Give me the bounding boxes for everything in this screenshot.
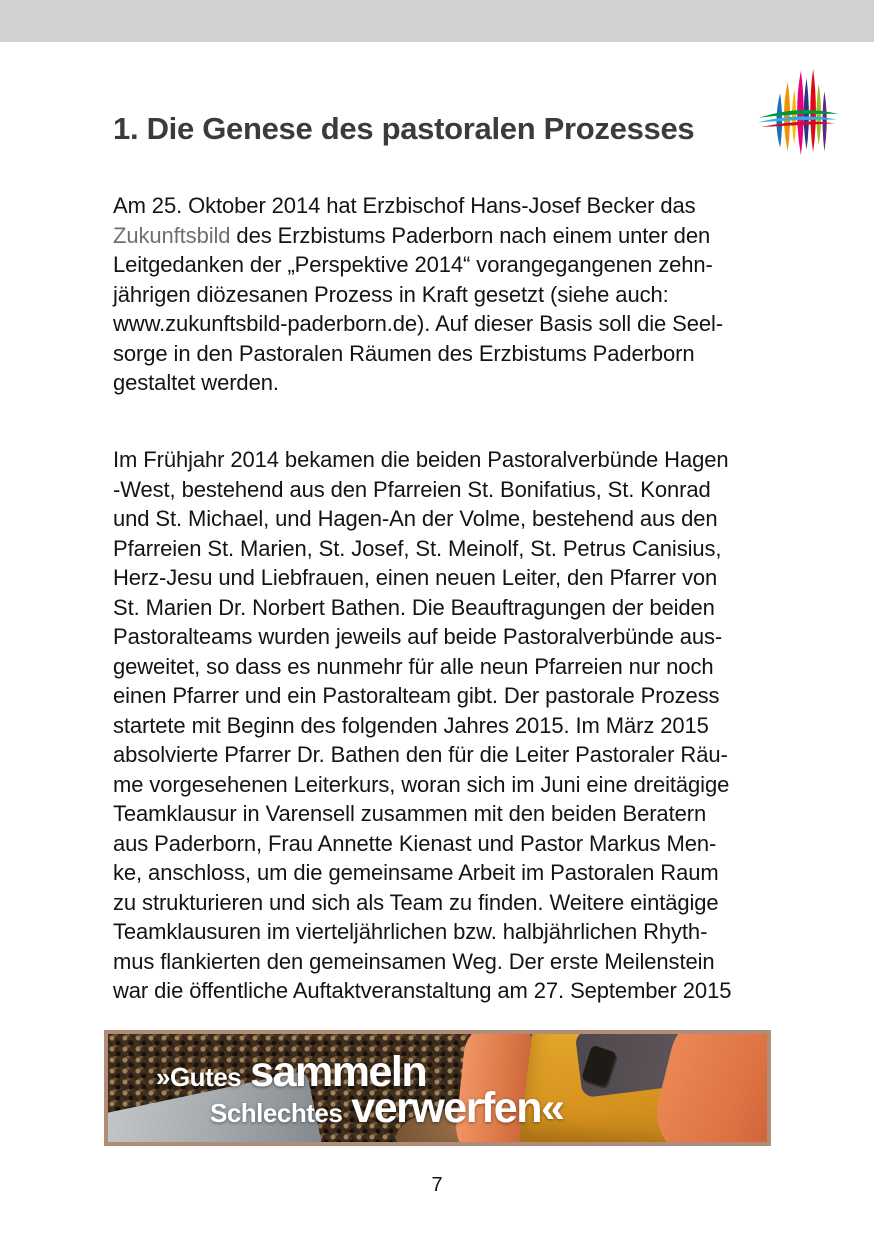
quote-large-2: verwerfen«: [351, 1084, 564, 1132]
quote-large-1: sammeln: [250, 1048, 427, 1096]
url-text-line: www.zukunftsbild-paderborn.de). Auf dieser Basis soll die Seel-: [113, 311, 724, 336]
page-title: 1. Die Genese des pastoralen Prozesses: [113, 110, 695, 146]
text-line: gestaltet werden.: [113, 370, 279, 395]
quote-line-2: [210, 1084, 563, 1133]
text-line: einen Pfarrer und ein Pastoralteam gibt. Der pastorale Prozess: [113, 683, 720, 708]
text-line: mus flankierten den gemeinsamen Weg. Der erste Meilenstein: [113, 948, 715, 974]
zukunftsbild-highlight: Zukunftsbild: [113, 222, 231, 248]
text-line: geweitet, so dass es nunmehr für alle neun Pfarreien nur noch: [113, 653, 714, 679]
quote-small-1: »Gutes: [156, 1062, 242, 1092]
paragraph-2: [113, 445, 793, 1006]
text-line: Herz-Jesu und Liebfrauen, einen neuen Leiter, den Pfarrer von: [113, 565, 718, 590]
text-line: Teamklausuren im vierteljährlichen bzw. halbjährlichen Rhyth-: [113, 919, 708, 944]
text-line: [113, 221, 793, 251]
text-line: St. Marien Dr. Norbert Bathen. Die Beauftragungen der beiden: [113, 594, 715, 620]
text-line: jährigen diözesanen Prozess in Kraft gesetzt (siehe auch:: [113, 281, 669, 307]
text-line: Pastoralteams wurden jeweils auf beide Pastoralverbünde aus-: [113, 624, 723, 649]
text-line: -West, bestehend aus den Pfarreien St. Bonifatius, St. Konrad: [113, 476, 711, 502]
text-line: Teamklausur in Varensell zusammen mit den beiden Beratern: [113, 801, 707, 826]
text-line: ke, anschloss, um die gemeinsame Arbeit im Pastoralen Raum: [113, 860, 719, 885]
text-line-rest: des Erzbistums Paderborn nach einem unter den: [230, 222, 711, 248]
text-line: startete mit Beginn des folgenden Jahres 2015. Im März 2015: [113, 712, 709, 738]
text-line: aus Paderborn, Frau Annette Kienast und Pastor Markus Men-: [113, 830, 717, 856]
quote-banner-image: [104, 1030, 771, 1146]
top-gray-bar: [0, 0, 874, 42]
text-line: Am 25. Oktober 2014 hat Erzbischof Hans-Josef Becker das: [113, 193, 696, 218]
text-line: absolvierte Pfarrer Dr. Bathen den für die Leiter Pastoraler Räu-: [113, 742, 728, 767]
text-line: me vorgesehenen Leiterkurs, woran sich im Juni eine dreitägige: [113, 771, 730, 797]
quote-small-2: Schlechtes: [210, 1098, 343, 1128]
text-line: Im Frühjahr 2014 bekamen die beiden Pastoralverbünde Hagen: [113, 447, 729, 472]
text-line: sorge in den Pastoralen Räumen des Erzbistums Paderborn: [113, 340, 695, 366]
text-line: zu strukturieren und sich als Team zu finden. Weitere eintägige: [113, 889, 719, 915]
paragraph-1: [113, 191, 793, 398]
text-line: und St. Michael, und Hagen-An der Volme, bestehend aus den: [113, 506, 718, 531]
zukunftsbild-logo-icon: [752, 64, 846, 160]
page-number: 7: [431, 1174, 443, 1196]
text-line: Pfarreien St. Marien, St. Josef, St. Meinolf, St. Petrus Canisius,: [113, 535, 722, 561]
text-line: Leitgedanken der „Perspektive 2014“ vorangegangenen zehn-: [113, 252, 713, 277]
text-line: war die öffentliche Auftaktveranstaltung am 27. September 2015: [113, 978, 732, 1003]
